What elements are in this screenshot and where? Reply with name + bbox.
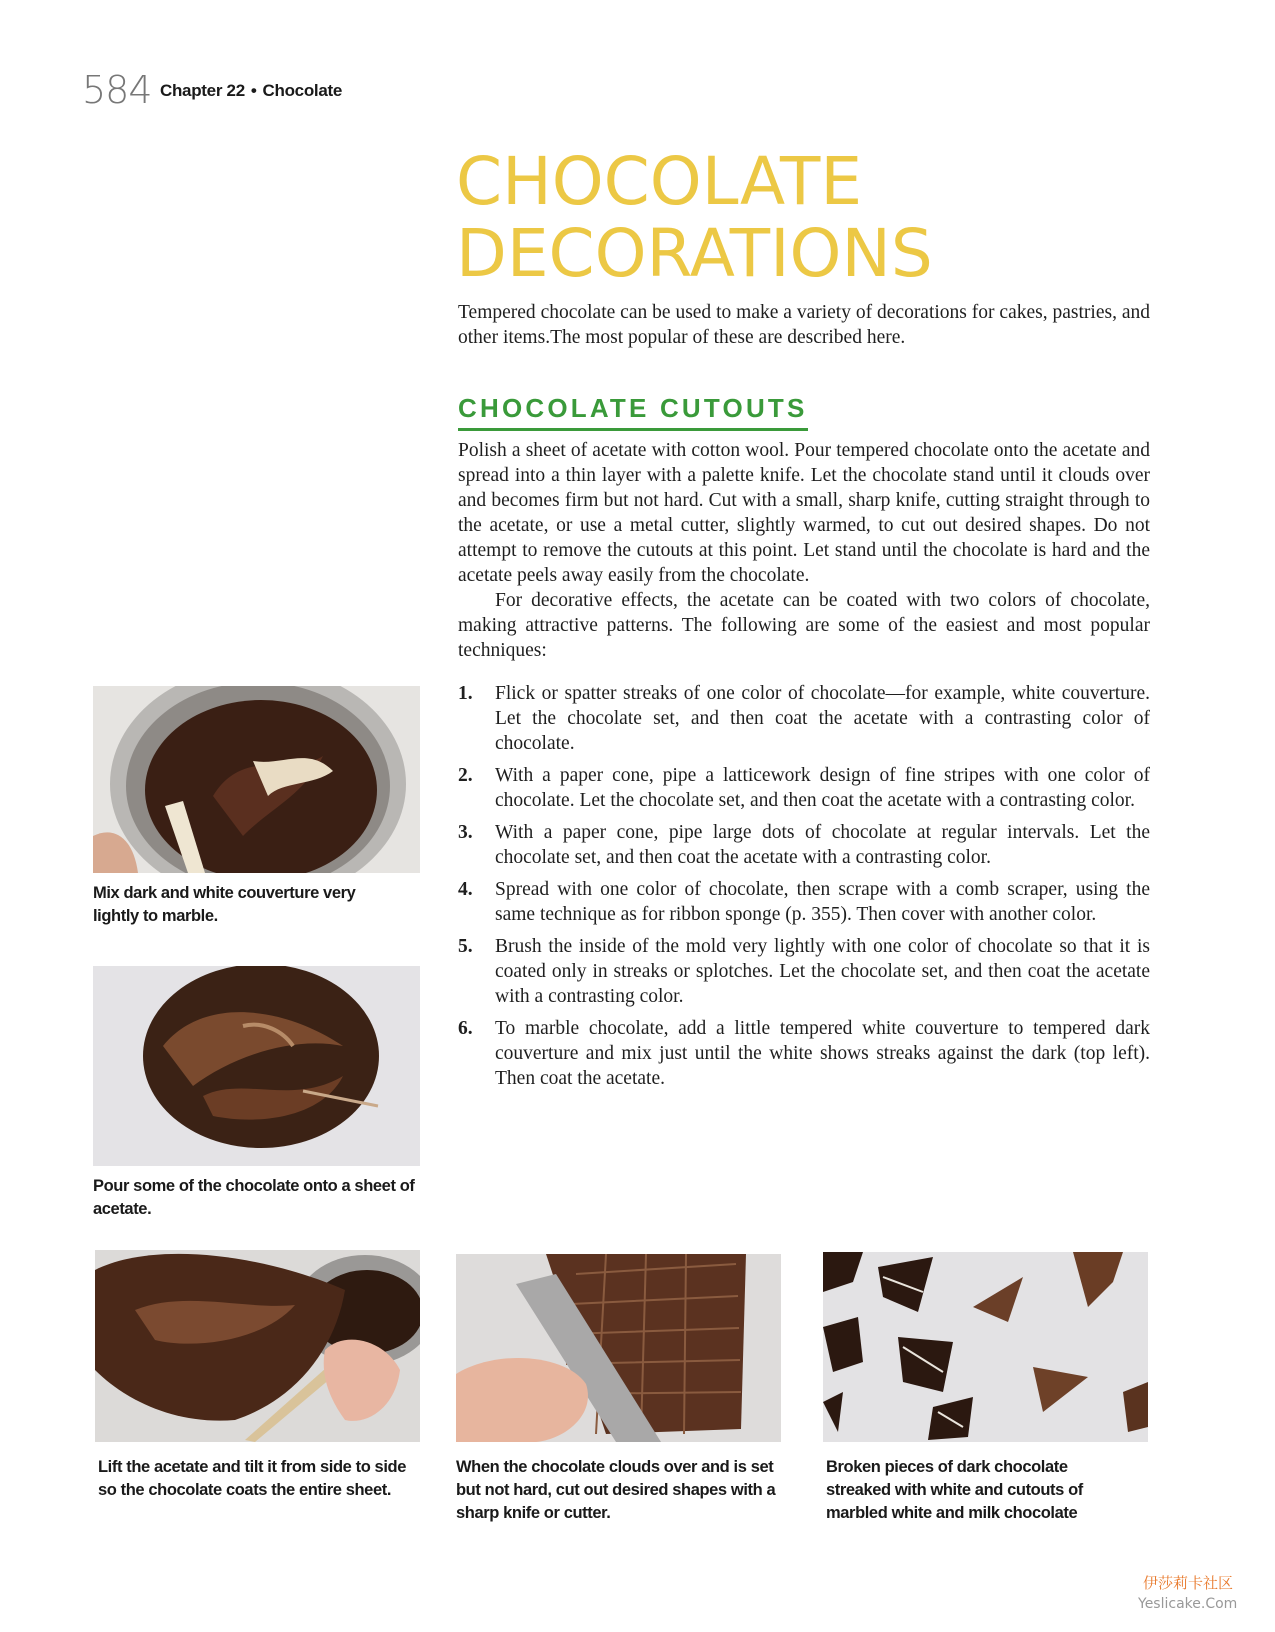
cutouts-paragraph-2: For decorative effects, the acetate can be coated with two colors of chocolate, making attractive patterns. The following are some of the easiest and most popular techniques: — [458, 590, 1150, 661]
technique-item — [458, 763, 1150, 813]
technique-item — [458, 681, 1150, 756]
step-text: Flick or spatter streaks of one color of chocolate—for example, white couverture. Let the chocolate set, and then coat the acetate with a contrasting color of chocolate. — [495, 683, 1150, 754]
caption-tilt: Lift the acetate and tilt it from side to side so the chocolate coats the entire sheet. — [98, 1458, 406, 1499]
step-text: To marble chocolate, add a little tempered white couverture to tempered dark couverture and mix just until the white shows streaks against the dark (top left). Then coat the acetate. — [495, 1018, 1150, 1089]
step-text: Brush the inside of the mold very lightly with one color of chocolate so that it is coated only in streaks or splotches. Let the chocolate set, and then coat the acetate with a contrasting color. — [495, 936, 1150, 1007]
step-number: 3. — [458, 822, 473, 843]
photo-marble-bowl — [93, 686, 420, 873]
section-heading-cutouts: CHOCOLATE CUTOUTS — [458, 393, 808, 431]
technique-item — [458, 1016, 1150, 1091]
photo-broken-pieces — [823, 1252, 1148, 1442]
photo-pour-acetate — [93, 966, 420, 1166]
running-head — [160, 81, 342, 101]
caption-pour: Pour some of the chocolate onto a sheet of acetate. — [93, 1177, 415, 1218]
cutouts-paragraph-1: Polish a sheet of acetate with cotton wool. Pour tempered chocolate onto the acetate and spread into a thin layer with a palette knife. Let the chocolate stand until it clouds over and becomes firm but not hard. Cut with a small, sharp knife, cutting straight through to the acetate, or use a metal cutter, slightly warmed, to cut out desired shapes. Do not attempt to remove the cutouts at this point. Let stand until the chocolate is hard and the acetate peels away easily from the chocolate. — [458, 440, 1150, 586]
technique-item — [458, 820, 1150, 870]
caption-pieces: Broken pieces of dark chocolate streaked with white and cutouts of marbled white and milk chocolate — [826, 1458, 1083, 1522]
step-number: 6. — [458, 1018, 473, 1039]
caption-marble: Mix dark and white couverture very lightly to marble. — [93, 884, 356, 925]
watermark-url: Yeslicake.Com — [1138, 1596, 1238, 1612]
caption-cut: When the chocolate clouds over and is set but not hard, cut out desired shapes with a sharp knife or cutter. — [456, 1458, 776, 1522]
chapter-label: Chapter 22 — [160, 81, 245, 100]
page-title — [456, 143, 933, 292]
step-number: 4. — [458, 879, 473, 900]
technique-item — [458, 877, 1150, 927]
technique-list — [458, 681, 1150, 1091]
step-number: 1. — [458, 683, 473, 704]
photo-cut-shapes — [456, 1254, 781, 1442]
step-text: With a paper cone, pipe a latticework design of fine stripes with one color of chocolate. Let the chocolate set, and then coat the acetate with a contrasting color. — [495, 765, 1150, 811]
title-line-1: CHOCOLATE — [456, 143, 863, 220]
title-line-2: DECORATIONS — [456, 215, 933, 292]
step-number: 2. — [458, 765, 473, 786]
intro-paragraph: Tempered chocolate can be used to make a variety of decorations for cakes, pastries, and other items.The most popular of these are described here. — [458, 302, 1150, 348]
technique-item — [458, 934, 1150, 1009]
running-head-separator: • — [250, 81, 257, 100]
watermark-chinese: 伊莎莉卡社区 — [1143, 1574, 1234, 1592]
step-number: 5. — [458, 936, 473, 957]
cutouts-body — [458, 438, 1150, 1098]
page-number: 584 — [82, 68, 152, 112]
photo-tilt-acetate — [95, 1250, 420, 1442]
step-text: Spread with one color of chocolate, then scrape with a comb scraper, using the same technique as for ribbon sponge (p. 355). Then cover with another color. — [495, 879, 1150, 925]
section-label: Chocolate — [262, 81, 343, 100]
step-text: With a paper cone, pipe large dots of chocolate at regular intervals. Let the chocolate set, and then coat the acetate with a contrasting color. — [495, 822, 1150, 868]
